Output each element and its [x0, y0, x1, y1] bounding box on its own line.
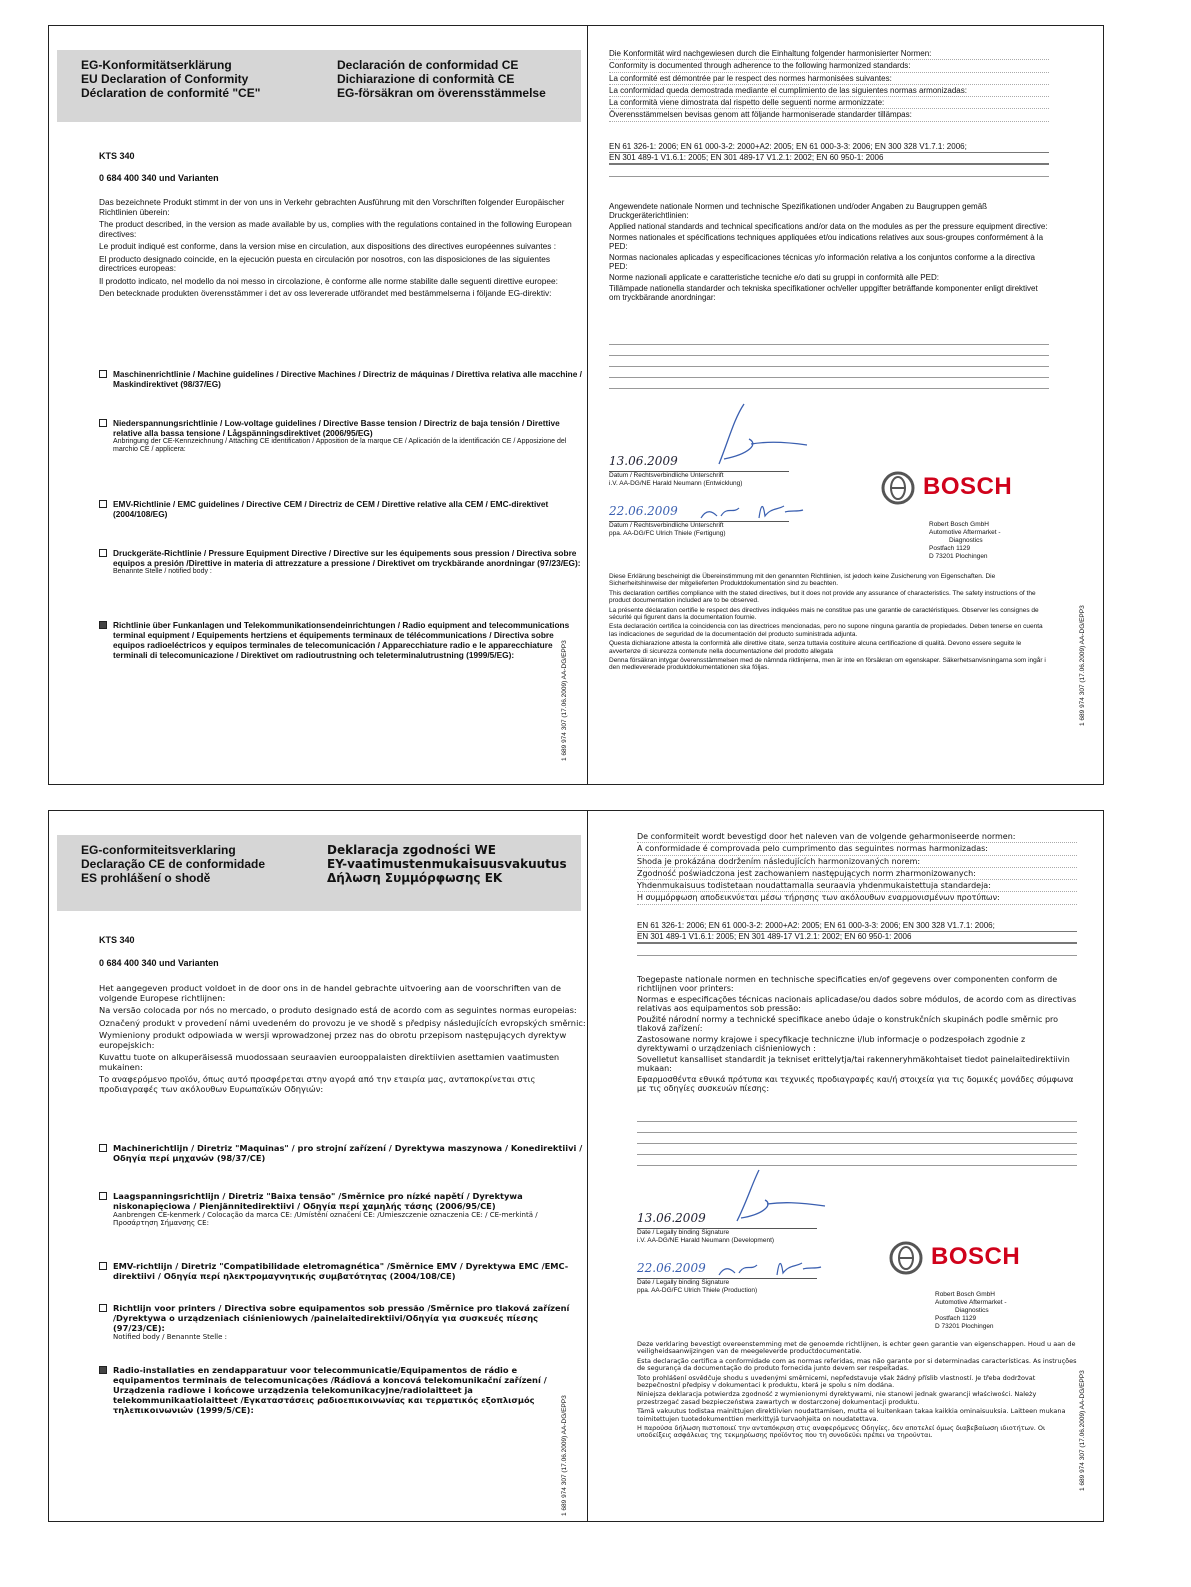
- standards-line: EN 61 326-1: 2006; EN 61 000-3-2: 2000+A2: 2005; EN 61 000-3-3: 2006; EN 300 328 V1.7.1: 2006;: [637, 921, 1077, 932]
- declaration-sheet-2: [48, 810, 1104, 1522]
- conformity-line: A conformidade é comprovada pelo cumprimento das seguintes normas harmonizadas:: [637, 843, 1077, 855]
- signatory-name: ppa. AA-DG/FC Ulrich Thiele (Fertigung): [609, 529, 726, 537]
- directive-item: [99, 548, 584, 576]
- signatory-name: i.V. AA-DG/NE Harald Neumann (Entwicklung): [609, 479, 743, 487]
- directive-title: Niederspannungsrichtlinie / Low-voltage guidelines / Directive Basse tension / Directriz de baja tensión / Direttive relative alla bassa tensione / Lågspänningsdirektivet (2006/95/EG): [113, 418, 560, 438]
- intro-text: [99, 198, 587, 302]
- bosch-wordmark: BOSCH: [923, 473, 1013, 500]
- intro-paragraph: The product described, in the version as made available by us, complies with the regulations contained in the following European directives:: [99, 219, 572, 239]
- standards-list: [609, 142, 1049, 165]
- title-line: EG-conformiteitsverklaring: [81, 843, 236, 857]
- blank-lines: [609, 166, 1049, 177]
- bosch-armature-icon: [889, 1241, 923, 1275]
- directive-checkbox-checked: [99, 621, 107, 629]
- directive-note: Benannte Stelle / notified body :: [113, 568, 212, 575]
- directive-title: EMV-richtlijn / Diretriz "Compatibilidade eletromagnética" /Směrnice EMV / Dyrektywa EMC /EMC-direktiivi / Οδηγία περί ηλεκτρομαγνητικής συμβατότητας (2004/108/CE): [113, 1261, 569, 1281]
- directive-title: Radio-installaties en zendapparatuur voor telecommunicatie/Equipamentos de rádio e equipamentos terminais de telecomunicações /Rádiová a koncová telekomunikační zařízení / Urządzenia radiowe i końcowe urządzenia telekomunikacyjne/radiolaitteet ja telekommunikaatiolaitteet /Εγκαταστάσεις ραδιοεπικοινωνίας και τερματικός εξοπλισμός τηλεπικοινωνιών (1999/5/CE):: [113, 1365, 547, 1415]
- disclaimer-text: [609, 573, 1049, 674]
- blank-lines: [637, 945, 1077, 956]
- national-standards-text: [609, 202, 1049, 304]
- standards-line: EN 61 326-1: 2006; EN 61 000-3-2: 2000+A2: 2005; EN 61 000-3-3: 2006; EN 300 328 V1.7.1: 2006;: [609, 142, 1049, 153]
- company-address: [929, 521, 1001, 561]
- signature-caption: Datum / Rechtsverbindliche Unterschrift: [609, 522, 724, 529]
- directive-title: Machinerichtlijn / Diretriz "Maquinas" / pro strojní zařízení / Dyrektywa maszynowa / Konedirektiivi / Οδηγία περί μηχανών (98/37/CE): [113, 1143, 583, 1163]
- sheet1-right-page: [589, 26, 1103, 784]
- title-banner: [57, 50, 581, 122]
- title-line: ES prohlášení o shodě: [81, 871, 211, 885]
- intro-paragraph: Kuvattu tuote on alkuperäisessä muodossaan seuraavien eurooppalaisten direktiivien asettamien vaatimusten mukainen:: [99, 1052, 560, 1072]
- signature-date: 13.06.2009: [609, 454, 678, 468]
- address-line: Diagnostics: [955, 1307, 989, 1314]
- national-paragraph: Zastosowane normy krajowe i specyfikacje techniczne i/lub informacje o podzespołach zgodnie z dyrektywami o urządzeniach ciśnieniowych :: [637, 1035, 1026, 1053]
- directive-item: [99, 499, 584, 519]
- standards-line: EN 301 489-1 V1.6.1: 2005; EN 301 489-17 V1.2.1: 2002; EN 60 950-1: 2006: [637, 932, 1077, 943]
- disclaimer-paragraph: Tämä vakuutus todistaa mainittujen direktiivien noudattamisen, mutta ei kuitenkaan takaa kaikkia ominaisuuksia. Laitteen mukana toimitettujen tuotedokumenttien merkittyjä turvaohjeita on noudatettava.: [637, 1407, 1066, 1423]
- national-paragraph: Normas nacionales aplicadas y especificaciones técnicas y/o información relativa a los conjuntos conforme a la directiva PED:: [609, 253, 1035, 271]
- national-paragraph: Použité národní normy a technické specifikace anebo údaje o konstrukčních skupinách podle směrnic pro tlaková zařízení:: [637, 1015, 1059, 1033]
- intro-paragraph: Het aangegeven product voldoet in de door ons in de handel gebrachte uitvoering aan de voorschriften van de volgende Europese richtlijnen:: [99, 983, 562, 1003]
- intro-paragraph: Das bezeichnete Produkt stimmt in der von uns in Verkehr gebrachten Ausführung mit den Vorschriften folgender Europäischer Richtlinien überein:: [99, 197, 565, 217]
- bosch-logo: [881, 471, 1013, 510]
- declaration-sheet-1: [48, 25, 1104, 785]
- address-line: D 73201 Plochingen: [935, 1323, 994, 1330]
- national-paragraph: Toegepaste nationale normen en technische specificaties en/of gegevens over componenten conform de richtlijnen voor printers:: [637, 975, 1058, 993]
- disclaimer-paragraph: Toto prohlášení osvědčuje shodu s uvedenými směrnicemi, nepředstavuje však žádný příslib vlastností. Je třeba dodržovat bezpečnostní předpisy v dokumentaci k produktu, která je spolu s ním dodána.: [637, 1373, 1036, 1390]
- directive-checkbox: [99, 1192, 107, 1200]
- standards-line: EN 301 489-1 V1.6.1: 2005; EN 301 489-17 V1.2.1: 2002; EN 60 950-1: 2006: [609, 153, 1049, 164]
- address-line: D 73201 Plochingen: [929, 553, 988, 560]
- address-line: Postfach 1129: [935, 1315, 977, 1322]
- address-line: Automotive Aftermarket -: [935, 1299, 1007, 1306]
- document-number: 1 689 974 307 (17.06.2009) AA-DG/EPP3: [1079, 605, 1086, 726]
- signature-date: 22.06.2009: [637, 1261, 706, 1275]
- title-line: Declaración de conformidad CE: [337, 58, 519, 72]
- directive-item: [99, 1303, 584, 1341]
- title-line: Deklaracja zgodności WE: [327, 843, 496, 857]
- national-paragraph: Applied national standards and technical specifications and/or data on the modules as per the pressure equipment directive:: [609, 222, 1048, 231]
- address-line: Robert Bosch GmbH: [929, 521, 989, 528]
- title-column-2: [327, 843, 567, 885]
- intro-paragraph: Le produit indiqué est conforme, dans la version mise en circulation, aux dispositions des directives européennes suivantes :: [99, 241, 557, 251]
- conformity-line: De conformiteit wordt bevestigd door het naleven van de volgende geharmoniseerde normen:: [637, 831, 1077, 843]
- disclaimer-text: [637, 1341, 1077, 1442]
- directive-checkbox-checked: [99, 1366, 107, 1374]
- document-number: 1 689 974 307 (17.06.2009) AA-DG/EPP3: [561, 640, 568, 761]
- directive-note: Anbringung der CE-Kennzeichnung / Attaching CE identification / Apposition de la marque CE / Aplicación de la identificación CE / Apposizione del marchio CE / applicera:: [113, 438, 567, 453]
- document-number: 1 689 974 307 (17.06.2009) AA-DG/EPP3: [1079, 1370, 1086, 1491]
- disclaimer-paragraph: Η παρούσα δήλωση πιστοποιεί την ανταπόκριση στις αναφερόμενες Οδηγίες, δεν αποτελεί όμως διαβεβαίωση ιδιοτήτων. Οι υποδείξεις ασφάλειας της τεκμηρίωσης προϊόντος που τη συνοδεύει πρέπει να τηρούνται.: [637, 1424, 1046, 1440]
- title-line: Δήλωση Συμμόρφωσης ΕΚ: [327, 871, 503, 885]
- conformity-line: La conformité est démontrée par le respect des normes harmonisées suivantes:: [609, 73, 1049, 85]
- signature-caption: Date / Legally binding Signature: [637, 1229, 730, 1236]
- directive-checkbox: [99, 419, 107, 427]
- address-line: Diagnostics: [949, 537, 983, 544]
- document-number: 1 689 974 307 (17.06.2009) AA-DG/EPP3: [561, 1395, 568, 1516]
- intro-paragraph: El producto designado coincide, en la ejecución puesta en circulación por nosotros, con las disposiciones de las siguientes directrices europeas:: [99, 253, 551, 273]
- title-line: EG-försäkran om överensstämmelse: [337, 86, 546, 100]
- disclaimer-paragraph: This declaration certifies compliance with the stated directives, but it does not provide any assurance of characteristics. The safety instructions of the product documentation included are to be observed.: [609, 589, 1036, 605]
- national-paragraph: Angewendete nationale Normen und technische Spezifikationen und/oder Angaben zu Baugruppen gemäß Druckgeräterichtlinien:: [609, 202, 988, 220]
- company-address: [935, 1291, 1007, 1331]
- signature-label: [637, 1229, 774, 1244]
- title-column-1: [81, 58, 260, 100]
- title-line: Dichiarazione di conformità CE: [337, 72, 515, 86]
- page-divider: [587, 26, 588, 784]
- conformity-line: Die Konformität wird nachgewiesen durch die Einhaltung folgender harmonisierter Normen:: [609, 48, 1049, 60]
- directive-item: [99, 369, 584, 389]
- bosch-armature-icon: [881, 471, 915, 505]
- national-standards-text: [637, 975, 1077, 1095]
- national-paragraph: Norme nazionali applicate e caratteristiche tecniche e/o dati su gruppi in conformità alle PED:: [609, 273, 939, 282]
- conformity-line: La conformidad queda demostrada mediante el cumplimiento de las siguientes normas armonizadas:: [609, 85, 1049, 97]
- directive-checkbox: [99, 370, 107, 378]
- directive-checkbox: [99, 1144, 107, 1152]
- disclaimer-paragraph: Deze verklaring bevestigt overeenstemming met de genoemde richtlijnen, is echter geen garantie van eigenschappen. Houd u aan de veiligheidsaanwijzingen van de meegeleverde productdocumentatie.: [637, 1340, 1076, 1356]
- signatory-name: ppa. AA-DG/FC Ulrich Thiele (Production): [637, 1286, 758, 1294]
- directive-title: Richtlinie über Funkanlagen und Telekommunikationsendeinrichtungen / Radio equipment and telecommunications terminal equipment / Equipements hertziens et équipements terminaux de télécommunications / Directiva sobre equipos radioeléctricos y equipos terminales de telecomunicación / Apparecchiature radio e le apparecchiature terminali di telecomunicazione / Direktivet om radioutrustning och teleterminalutrustning (1999/5/EG):: [113, 620, 570, 660]
- intro-paragraph: Wymieniony produkt odpowiada w wersji wprowadzonej przez nas do obrotu przepisom następujących dyrektyw europejskich:: [99, 1030, 567, 1050]
- directive-checkbox: [99, 549, 107, 557]
- directive-item: [99, 1191, 584, 1227]
- blank-lines: [609, 334, 1049, 389]
- title-line: Declaração CE de conformidade: [81, 857, 266, 871]
- directive-checkbox: [99, 1304, 107, 1312]
- national-paragraph: Normes nationales et spécifications techniques appliquées et/ou indications relatives aux sous-groupes conformément à la PED:: [609, 233, 1044, 251]
- signature-caption: Datum / Rechtsverbindliche Unterschrift: [609, 472, 724, 479]
- address-line: Postfach 1129: [929, 545, 971, 552]
- national-paragraph: Εφαρμοσθέντα εθνικά πρότυπα και τεχνικές προδιαγραφές και/ή στοιχεία για τις δομικές μονάδες σύμφωνα με τις οδηγίες συσκευών πίεσης:: [637, 1075, 1074, 1093]
- directive-item: [99, 1365, 584, 1415]
- disclaimer-paragraph: La présente déclaration certifie le respect des directives indiquées mais ne constitue pas une garantie de caractéristiques. Observer les consignes de sécurité qui figurent dans la documentation fournie.: [609, 606, 1039, 622]
- directive-note: Notified body / Benannte Stelle :: [113, 1333, 227, 1341]
- sheet2-right-page: [589, 811, 1103, 1521]
- title-line: EU Declaration of Conformity: [81, 72, 249, 86]
- national-paragraph: Tillämpade nationella standarder och tekniska specifikationer och/eller uppgifter beträffande komponenter enligt direktivet om tryckbärande anordningar:: [609, 284, 1038, 302]
- bosch-wordmark: BOSCH: [931, 1243, 1021, 1270]
- intro-paragraph: Το αναφερόμενο προϊόν, όπως αυτό προσφέρεται στην αγορά από την εταιρία μας, ανταποκρίνεται στις προδιαγραφές των ακόλουθων Ευρωπαϊκών Οδηγιών:: [99, 1074, 536, 1094]
- signature-date: 13.06.2009: [637, 1211, 706, 1225]
- model-name: KTS 340: [99, 151, 135, 161]
- title-column-1: [81, 843, 265, 885]
- directive-item: [99, 418, 584, 454]
- title-line: EY-vaatimustenmukaisuusvakuutus: [327, 857, 567, 871]
- conformity-line: Conformity is documented through adherence to the following harmonized standards:: [609, 60, 1049, 72]
- sheet2-left-page: [49, 811, 587, 1521]
- directive-item: [99, 1261, 584, 1281]
- intro-text: [99, 984, 587, 1097]
- conformity-statements: [609, 48, 1049, 122]
- disclaimer-paragraph: Questa dichiarazione attesta la conformità alle direttive citate, senza tuttavia costituire alcuna certificazione di qualità. Devono essere seguite le avvertenze di sicurezza contenute nella documentazione del prodotto allegata: [609, 640, 1022, 655]
- part-number: 0 684 400 340 und Varianten: [99, 958, 219, 968]
- handwritten-signature-neumann: [689, 399, 809, 469]
- page-divider: [587, 811, 588, 1521]
- title-banner: [57, 835, 581, 911]
- title-column-2: [337, 58, 546, 100]
- directive-title: Richtlijn voor printers / Directiva sobre equipamentos sob pressão /Směrnice pro tlaková zařízení /Dyrektywa o urządzeniach ciśnieniowych /painelaitedirektiivi/Οδηγία για συσκευές πίεσης (97/23/CE):: [113, 1303, 570, 1333]
- disclaimer-paragraph: Esta declaración certifica la coincidencia con las directrices mencionadas, pero no supone ninguna garantía de propiedades. Deben tenerse en cuenta las indicaciones de seguridad de la documentación del producto suministrada adjunta.: [609, 623, 1043, 638]
- directive-item: [99, 1143, 584, 1163]
- address-line: Automotive Aftermarket -: [929, 529, 1001, 536]
- directive-note: Aanbrengen CE-kenmerk / Colocação da marca CE: /Umístění označení CE: /Umieszczenie oznaczenia CE: / CE-merkintä / Προσάρτηση Σήμανσης CE:: [113, 1211, 538, 1227]
- blank-lines: [637, 1111, 1077, 1166]
- disclaimer-paragraph: Denna försäkran intygar överensstämmelsen med de nämnda riktlinjerna, men är inte en försäkran om egenskaper. Säkerhetsanvisningarna som ingår i den medlevererade produktdokumentationen ska följas.: [609, 657, 1046, 672]
- model-name: KTS 340: [99, 935, 135, 945]
- conformity-line: Yhdenmukaisuus todistetaan noudattamalla seuraavia yhdenmukaistettuja standardeja:: [637, 880, 1077, 892]
- disclaimer-paragraph: Diese Erklärung bescheinigt die Übereinstimmung mit den genannten Richtlinien, ist jedoch keine Zusicherung von Eigenschaften. Die Sicherheitshinweise der mitgelieferten Produktdokumentation sind zu beachten.: [609, 573, 996, 588]
- national-paragraph: Sovelletut kansalliset standardit ja tekniset erittelytja/tai rakenneryhmäkohtaiset tiedot painelaitedirektiivin mukaan:: [637, 1055, 1070, 1073]
- conformity-line: Η συμμόρφωση αποδεικνύεται μέσω τήρησης των ακόλουθων εναρμονισμένων προτύπων:: [637, 892, 1077, 904]
- conformity-line: Shoda je prokázána dodržením následujících harmonizovaných norem:: [637, 856, 1077, 868]
- handwritten-signature-neumann: [707, 1166, 827, 1226]
- signature-date: 22.06.2009: [609, 504, 678, 518]
- signature-label: [637, 1279, 757, 1294]
- national-paragraph: Normas e especificações técnicas nacionais aplicadase/ou dados sobre módulos, de acordo com as directivas relativas aos equipamentos sob pressão:: [637, 995, 1077, 1013]
- directive-item: [99, 620, 584, 660]
- title-line: EG-Konformitätserklärung: [81, 58, 232, 72]
- address-line: Robert Bosch GmbH: [935, 1291, 995, 1298]
- signature-label: [609, 472, 742, 487]
- signature-caption: Date / Legally binding Signature: [637, 1279, 730, 1286]
- conformity-line: Zgodność poświadczona jest zachowaniem następujących norm zharmonizowanych:: [637, 868, 1077, 880]
- standards-list: [637, 921, 1077, 944]
- directive-checkbox: [99, 1262, 107, 1270]
- sheet1-left-page: [49, 26, 587, 784]
- intro-paragraph: Na versão colocada por nós no mercado, o produto designado está de acordo com as seguintes normas europeias:: [99, 1005, 577, 1015]
- directive-title: Laagspanningsrichtlijn / Diretriz "Baixa tensão" /Směrnice pro nízké napětí / Dyrektywa niskonapięciowa / Pienjännitedirektiivi / Οδηγία περί χαμηλής τάσης (2006/95/CE): [113, 1191, 523, 1211]
- intro-paragraph: Il prodotto indicato, nel modello da noi messo in circolazione, è conforme alle norme stabilite dalle seguenti direttive europee:: [99, 275, 558, 286]
- directive-title: Druckgeräte-Richtlinie / Pressure Equipment Directive / Directive sur les équipements sous pression / Directiva sobre equipos a presión /Direttive in materia di attrezzature a pressione / Direktivet om tryckbärande anordningar (97/23/EG):: [113, 548, 581, 568]
- conformity-line: La conformità viene dimostrata dal rispetto delle seguenti norme armonizzate:: [609, 97, 1049, 109]
- directive-title: Maschinenrichtlinie / Machine guidelines / Directive Machines / Directriz de máquinas / Direttiva relativa alle macchine / Maskindirektivet (98/37/EG): [113, 369, 582, 389]
- directive-title: EMV-Richtlinie / EMC guidelines / Directive CEM / Directriz de CEM / Direttive relative alla CEM / EMC-direktivet (2004/108/EG): [113, 499, 549, 519]
- disclaimer-paragraph: Niniejsza deklaracja potwierdza zgodność z wymienionymi dyrektywami, nie stanowi jednak gwarancji właściwości. Należy przestrzegać zasad bezpieczeństwa zawartych w dostarczonej dokumentacji produktu.: [637, 1390, 1037, 1406]
- signature-label: [609, 522, 726, 537]
- signatory-name: i.V. AA-DG/NE Harald Neumann (Development): [637, 1236, 775, 1244]
- part-number: 0 684 400 340 und Varianten: [99, 173, 219, 183]
- conformity-line: Överensstämmelsen bevisas genom att följande harmoniserade standarder tillämpas:: [609, 109, 1049, 121]
- title-line: Déclaration de conformité "CE": [81, 86, 261, 100]
- intro-paragraph: Označený produkt v provedení námi uvedeném do provozu je ve shodě s předpisy následujících evropských směrnic:: [99, 1017, 586, 1028]
- conformity-statements: [637, 831, 1077, 905]
- directive-checkbox: [99, 500, 107, 508]
- bosch-logo: [889, 1241, 1021, 1280]
- disclaimer-paragraph: Esta declaração certifica a conformidade com as normas referidas, mas não garante por si determinadas características. As instruções de segurança da documentação do produto fornecida junto devem ser respeitadas.: [637, 1356, 1077, 1373]
- intro-paragraph: Den betecknade produkten överensstämmer i det av oss levererade utförandet med bestämmelserna i följande EG-direktiv:: [99, 288, 552, 298]
